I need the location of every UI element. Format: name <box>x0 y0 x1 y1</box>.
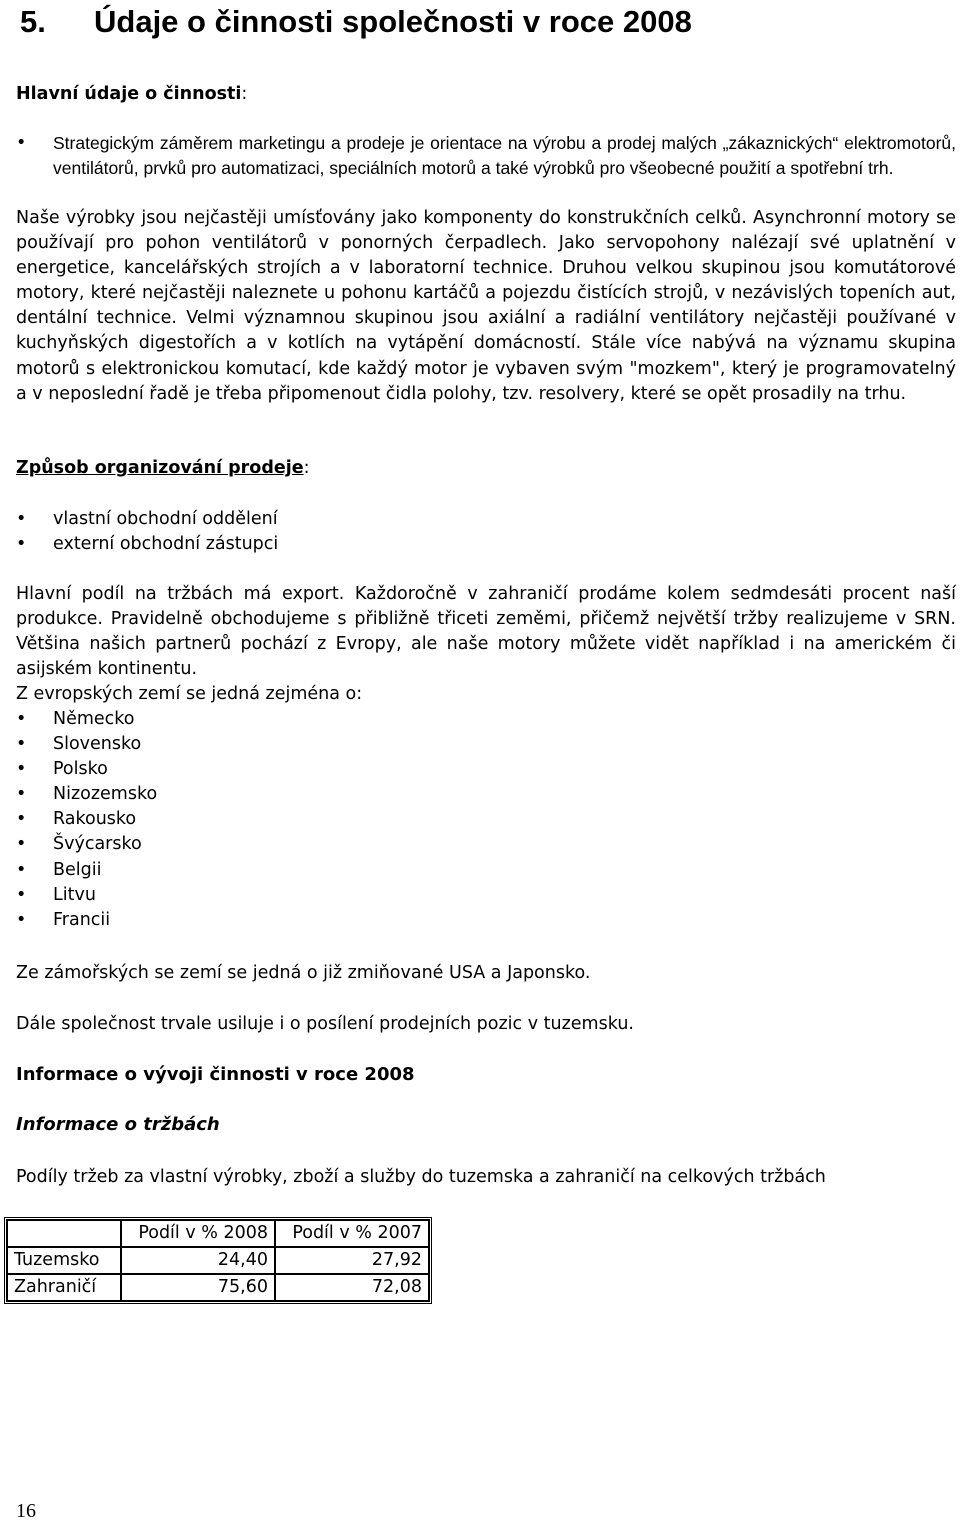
table-header-cell: Podíl v % 2008 <box>121 1220 275 1247</box>
bullet-icon: • <box>16 133 27 153</box>
section-number: 5. <box>20 4 46 39</box>
bullet-icon: • <box>16 809 27 830</box>
overseas-sentence: Ze zámořských se zemí se jedná o již zmiňované USA a Japonsko. <box>16 963 591 983</box>
table-cell: 27,92 <box>275 1247 429 1274</box>
sales-organization-label-colon: : <box>303 458 310 478</box>
list-item <box>16 908 157 933</box>
list-item <box>16 757 157 782</box>
development-title: Informace o vývoji činnosti v roce 2008 <box>16 1064 415 1085</box>
country-name: Německo <box>53 709 135 729</box>
country-name: Nizozemsko <box>53 784 158 805</box>
country-name: Rakousko <box>53 809 137 830</box>
list-item <box>16 858 157 883</box>
main-activity-label <box>16 82 247 106</box>
section-title: Údaje o činnosti společnosti v roce 2008 <box>94 4 692 39</box>
country-name: Litvu <box>53 884 96 905</box>
sales-channel-item: externí obchodní zástupci <box>53 534 279 555</box>
list-item <box>16 807 157 832</box>
table-cell: 75,60 <box>121 1274 275 1301</box>
table-header-cell <box>7 1220 121 1247</box>
country-name: Polsko <box>53 759 108 780</box>
bullet-icon: • <box>16 909 27 930</box>
bullet-icon: • <box>16 759 27 780</box>
sales-channel-item: vlastní obchodní oddělení <box>53 509 278 529</box>
sales-channel-list <box>16 507 278 557</box>
table-cell: Tuzemsko <box>7 1247 121 1274</box>
list-item <box>16 782 157 807</box>
country-name: Slovensko <box>53 734 142 755</box>
country-name: Francii <box>53 909 111 930</box>
bullet-icon: • <box>16 784 27 805</box>
europe-intro: Z evropských zemí se jedná zejména o: <box>16 684 363 704</box>
country-name: Švýcarsko <box>53 834 142 855</box>
list-item <box>16 532 278 557</box>
bullet-icon: • <box>16 859 27 880</box>
strategy-text: Strategickým záměrem marketingu a prodeje je orientace na výrobu a prodej malých „zákaznických“ elektromotorů, ventilátorů, prvků pro automatizaci, speciálních motorů a také výrobků pro všeobecné použití a spotřební trh. <box>53 133 956 179</box>
revenue-share-table <box>4 1217 432 1304</box>
list-item <box>16 707 157 732</box>
bullet-icon: • <box>16 884 27 905</box>
bullet-icon: • <box>16 834 27 855</box>
bullet-icon: • <box>16 734 27 755</box>
sales-organization-label <box>16 456 310 480</box>
bullet-icon: • <box>16 709 27 729</box>
bullet-icon: • <box>16 534 27 555</box>
sales-organization-label-bold: Způsob organizování prodeje <box>16 458 304 478</box>
table-cell: 24,40 <box>121 1247 275 1274</box>
list-item <box>16 832 157 857</box>
main-activity-label-bold: Hlavní údaje o činnosti <box>16 84 242 104</box>
table-row <box>7 1247 429 1274</box>
table-header-row <box>7 1220 429 1247</box>
products-paragraph: Naše výrobky jsou nejčastěji umísťovány jako komponenty do konstrukčních celků. Asynchronní motory se používají pro pohon ventilátorů v ponorných čerpadlech. Jako servopohony nalézají své uplatnění v energetice, kancelářských strojích a v laboratorní technice. Druhou velkou skupinou jsou komutátorové motory, které nejčastěji naleznete u pohonu kartáčů a pojezdu čistících strojů, v nezávislých topeních aut, dentální technice. Velmi významnou skupinou jsou axiální a radiální ventilátory nejčastěji používané v kuchyňských digestořích a v kotlích na vytápění domácností. Stále více nabývá na významu skupina motorů s elektronickou komutací, kde každý motor je vybaven svým "mozkem", který je programovatelný a v neposlední řadě je třeba připomenout čidla polohy, tzv. resolvery, které se opět prosadily na trhu. <box>16 208 956 404</box>
domestic-sentence: Dále společnost trvale usiluje i o posílení prodejních pozic v tuzemsku. <box>16 1014 634 1034</box>
table-header-cell: Podíl v % 2007 <box>275 1220 429 1247</box>
table-row <box>7 1274 429 1301</box>
country-name: Belgii <box>53 859 102 880</box>
export-paragraph: Hlavní podíl na tržbách má export. Každoročně v zahraničí prodáme kolem sedmdesáti procent naší produkce. Pravidelně obchodujeme s přibližně třiceti zeměmi, přičemž největší tržby realizujeme v SRN. Většina našich partnerů pochází z Evropy, ale naše motory můžete vidět například i na americkém či asijském kontinentu. <box>16 584 956 680</box>
revenue-subtitle: Informace o tržbách <box>16 1114 220 1135</box>
table-caption: Podíly tržeb za vlastní výrobky, zboží a služby do tuzemska a zahraničí na celkových tržbách <box>16 1167 826 1187</box>
list-item <box>16 883 157 908</box>
list-item <box>16 507 278 532</box>
table-cell: 72,08 <box>275 1274 429 1301</box>
country-list <box>16 707 157 933</box>
page-number: 16 <box>16 1500 36 1522</box>
section-heading <box>20 2 692 42</box>
bullet-icon: • <box>16 509 27 529</box>
table-cell: Zahraničí <box>7 1274 121 1301</box>
list-item <box>16 732 157 757</box>
main-activity-label-colon: : <box>241 84 248 104</box>
